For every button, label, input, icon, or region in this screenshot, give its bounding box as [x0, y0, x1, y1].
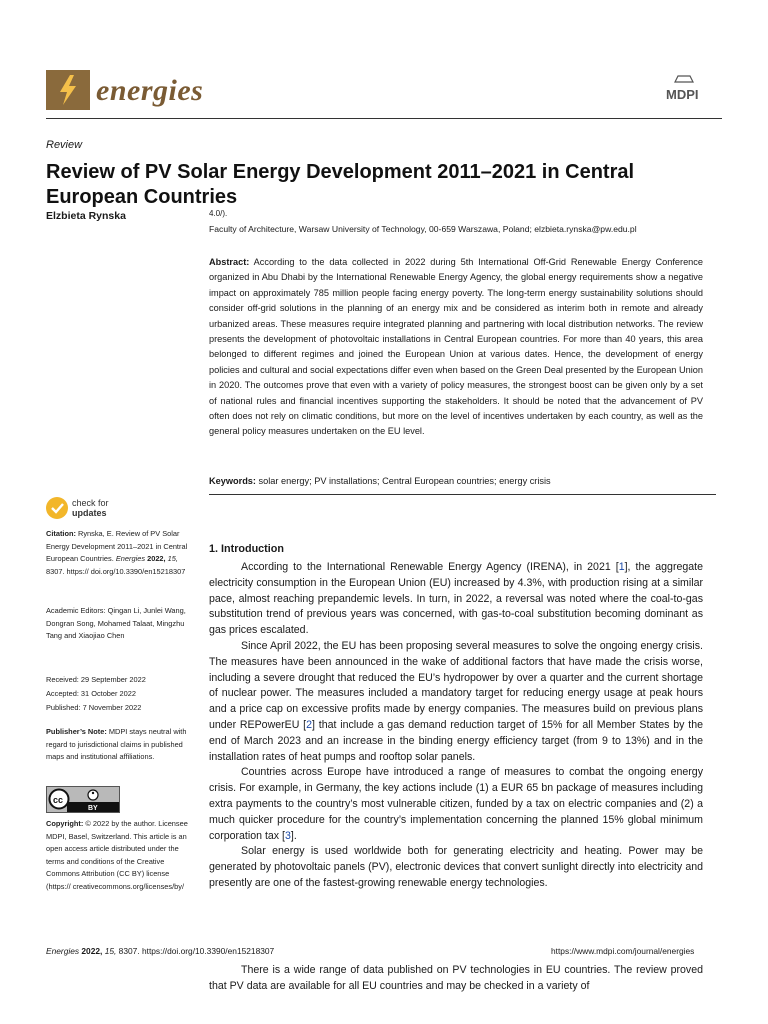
citation-link[interactable]: 1	[618, 561, 625, 573]
footer-citation: Energies 2022, 15, 8307. https://doi.org/10.3390/en15218307	[46, 946, 275, 956]
paragraph: Countries across Europe have introduced a range of measures to combat the ongoing energy crisis. For example, in Germany, the key actions include (1) a EUR 65 bn package of measures including extra payments to the country’s most vulnerable citizen, funded by a tax on electric companies and (2) a much quicker procedure for the country’s implementation concerning the planned 15% global minimum corporation tax [3].	[209, 766, 703, 842]
paragraph: Since April 2022, the EU has been proposing several measures to solve the ongoing energy crisis. The measures have been announced in the wake of additional factors that have made the crisis worse, including a severe drought that reduced the EU’s hydropower by over a quarter and the current shortage of nuclear power. The measures included a mandatory target for reducing energy usage at peak hours and a price cap on excessive profits made by energy companies. The measures build on previous plans under REPowerEU [2] that include a gas demand reduction target of 15% for all Member States by the end of March 2023 and an increase in the binding energy efficiency target (from 9 to 13%) and in the installation rates of heat pumps and rooftop solar panels.	[209, 639, 703, 763]
citation-link[interactable]: 3	[284, 829, 291, 842]
paragraph: According to the International Renewable Energy Agency (IRENA), in 2021 [1], the aggregate electricity consumption in the European Union (EU) increased by 4.3%, with production rising at a similar pace, almost reaching prepandemic levels. In turn, in 2022, a reversal was noted where the coal-to-gas substitution trend of previous years was concerned, with gas-to-coal substitution becoming dominant as gas prices escalated.	[209, 561, 703, 637]
keywords-label: Keywords:	[209, 476, 256, 486]
body-text-continued	[209, 963, 703, 995]
license-fragment: 4.0/).	[209, 209, 228, 218]
citation-link[interactable]: 2	[306, 718, 313, 731]
paragraph: Solar energy is used worldwide both for generating electricity and heating. Power may be generated by photovoltaic panels (PV), electronic devices that convert sunlight directly into electricity and presently are one of the fastest-growing renewable energy technologies.	[209, 845, 703, 889]
copyright: Copyright: © 2022 by the author. Licensee MDPI, Basel, Switzerland. This article is an open access article distributed under the terms and conditions of the Creative Commons Attribution (CC BY) license (https:// creativecommons.org/licenses/by/	[46, 819, 188, 891]
svg-text:BY: BY	[88, 805, 98, 812]
affiliation: Faculty of Architecture, Warsaw University of Technology, 00-659 Warszawa, Poland; elzbieta.rynska@pw.edu.pl	[209, 224, 637, 234]
received-date: Received: 29 September 2022	[46, 675, 146, 684]
journal-url-link[interactable]: https://www.mdpi.com/journal/energies	[551, 946, 695, 956]
academic-editors: Academic Editors: Qingan Li, Junlei Wang, Dongran Song, Mohamed Talaat, Mingzhu Tang and Xiaojiao Chen	[46, 606, 186, 641]
author-name: Elzbieta Rynska	[46, 210, 126, 222]
accepted-date: Accepted: 31 October 2022	[46, 689, 136, 698]
publisher-logo	[664, 74, 720, 106]
keywords-text: solar energy; PV installations; Central European countries; energy crisis	[255, 476, 551, 486]
check-updates-line2: updates	[72, 508, 107, 518]
body-text	[209, 560, 703, 892]
header-divider	[46, 118, 722, 119]
publisher-note: Publisher’s Note: MDPI stays neutral with regard to jurisdictional claims in published maps and institutional affiliations.	[46, 727, 187, 762]
journal-logo-icon	[46, 70, 90, 110]
abstract-label: Abstract:	[209, 257, 250, 267]
cc-by-license-icon	[46, 786, 120, 813]
check-for-updates-button[interactable]	[46, 497, 156, 521]
keywords-divider	[209, 494, 716, 495]
svg-text:cc: cc	[53, 795, 64, 805]
citation: Citation: Rynska, E. Review of PV Solar Energy Development 2011–2021 in Central European Countries. Energies 2022, 15, 8307. https:// doi.org/10.3390/en15218307	[46, 529, 188, 576]
keywords	[209, 476, 709, 486]
publisher-name: MDPI	[666, 87, 699, 102]
check-updates-icon	[46, 497, 68, 519]
abstract-text: According to the data collected in 2022 during 5th International Off-Grid Renewable Energy Conference organized in Abu Dhabi by the International Renewable Energy Agency, the global energy requirements show a negative impact on approximately 785 million people facing energy poverty. The long-term energy sustainability solutions should consider off-grid solutions in the planning of an energy mix and be considered as interim both in remote and already urbanized areas. These measures require integrated planning and partnering with local distribution networks. The review presents the development of photovoltaic installations in Central European countries. For more than 40 years, this area belonged to different regimes and joined the European Union at various dates. Hence, the development of energy policies and cultural and social expectations differ even when based on the Green Deal presented by the European Union in 2020. The outcomes prove that even with a variety of policy measures, the strongest boost can be given only by a set of national rules and financial incentives supporting the stakeholders. It should be noted that the advancement of PV often does not rely on climatic conditions, but more on the level of incentives undertaken by each country, as well as the general policy measures undertaken on the EU level.	[209, 257, 703, 437]
journal-name: energies	[96, 74, 204, 107]
article-type: Review	[46, 139, 83, 151]
paragraph: There is a wide range of data published on PV technologies in EU countries. The review proved that PV data are available for all EU countries and may be checked in a variety of	[209, 964, 703, 992]
section-heading: 1. Introduction	[209, 543, 284, 555]
check-updates-line1: check for	[72, 498, 109, 508]
abstract	[209, 255, 703, 440]
article-title: Review of PV Solar Energy Development 2011–2021 in Central European Countries	[46, 161, 635, 208]
published-date: Published: 7 November 2022	[46, 703, 142, 712]
